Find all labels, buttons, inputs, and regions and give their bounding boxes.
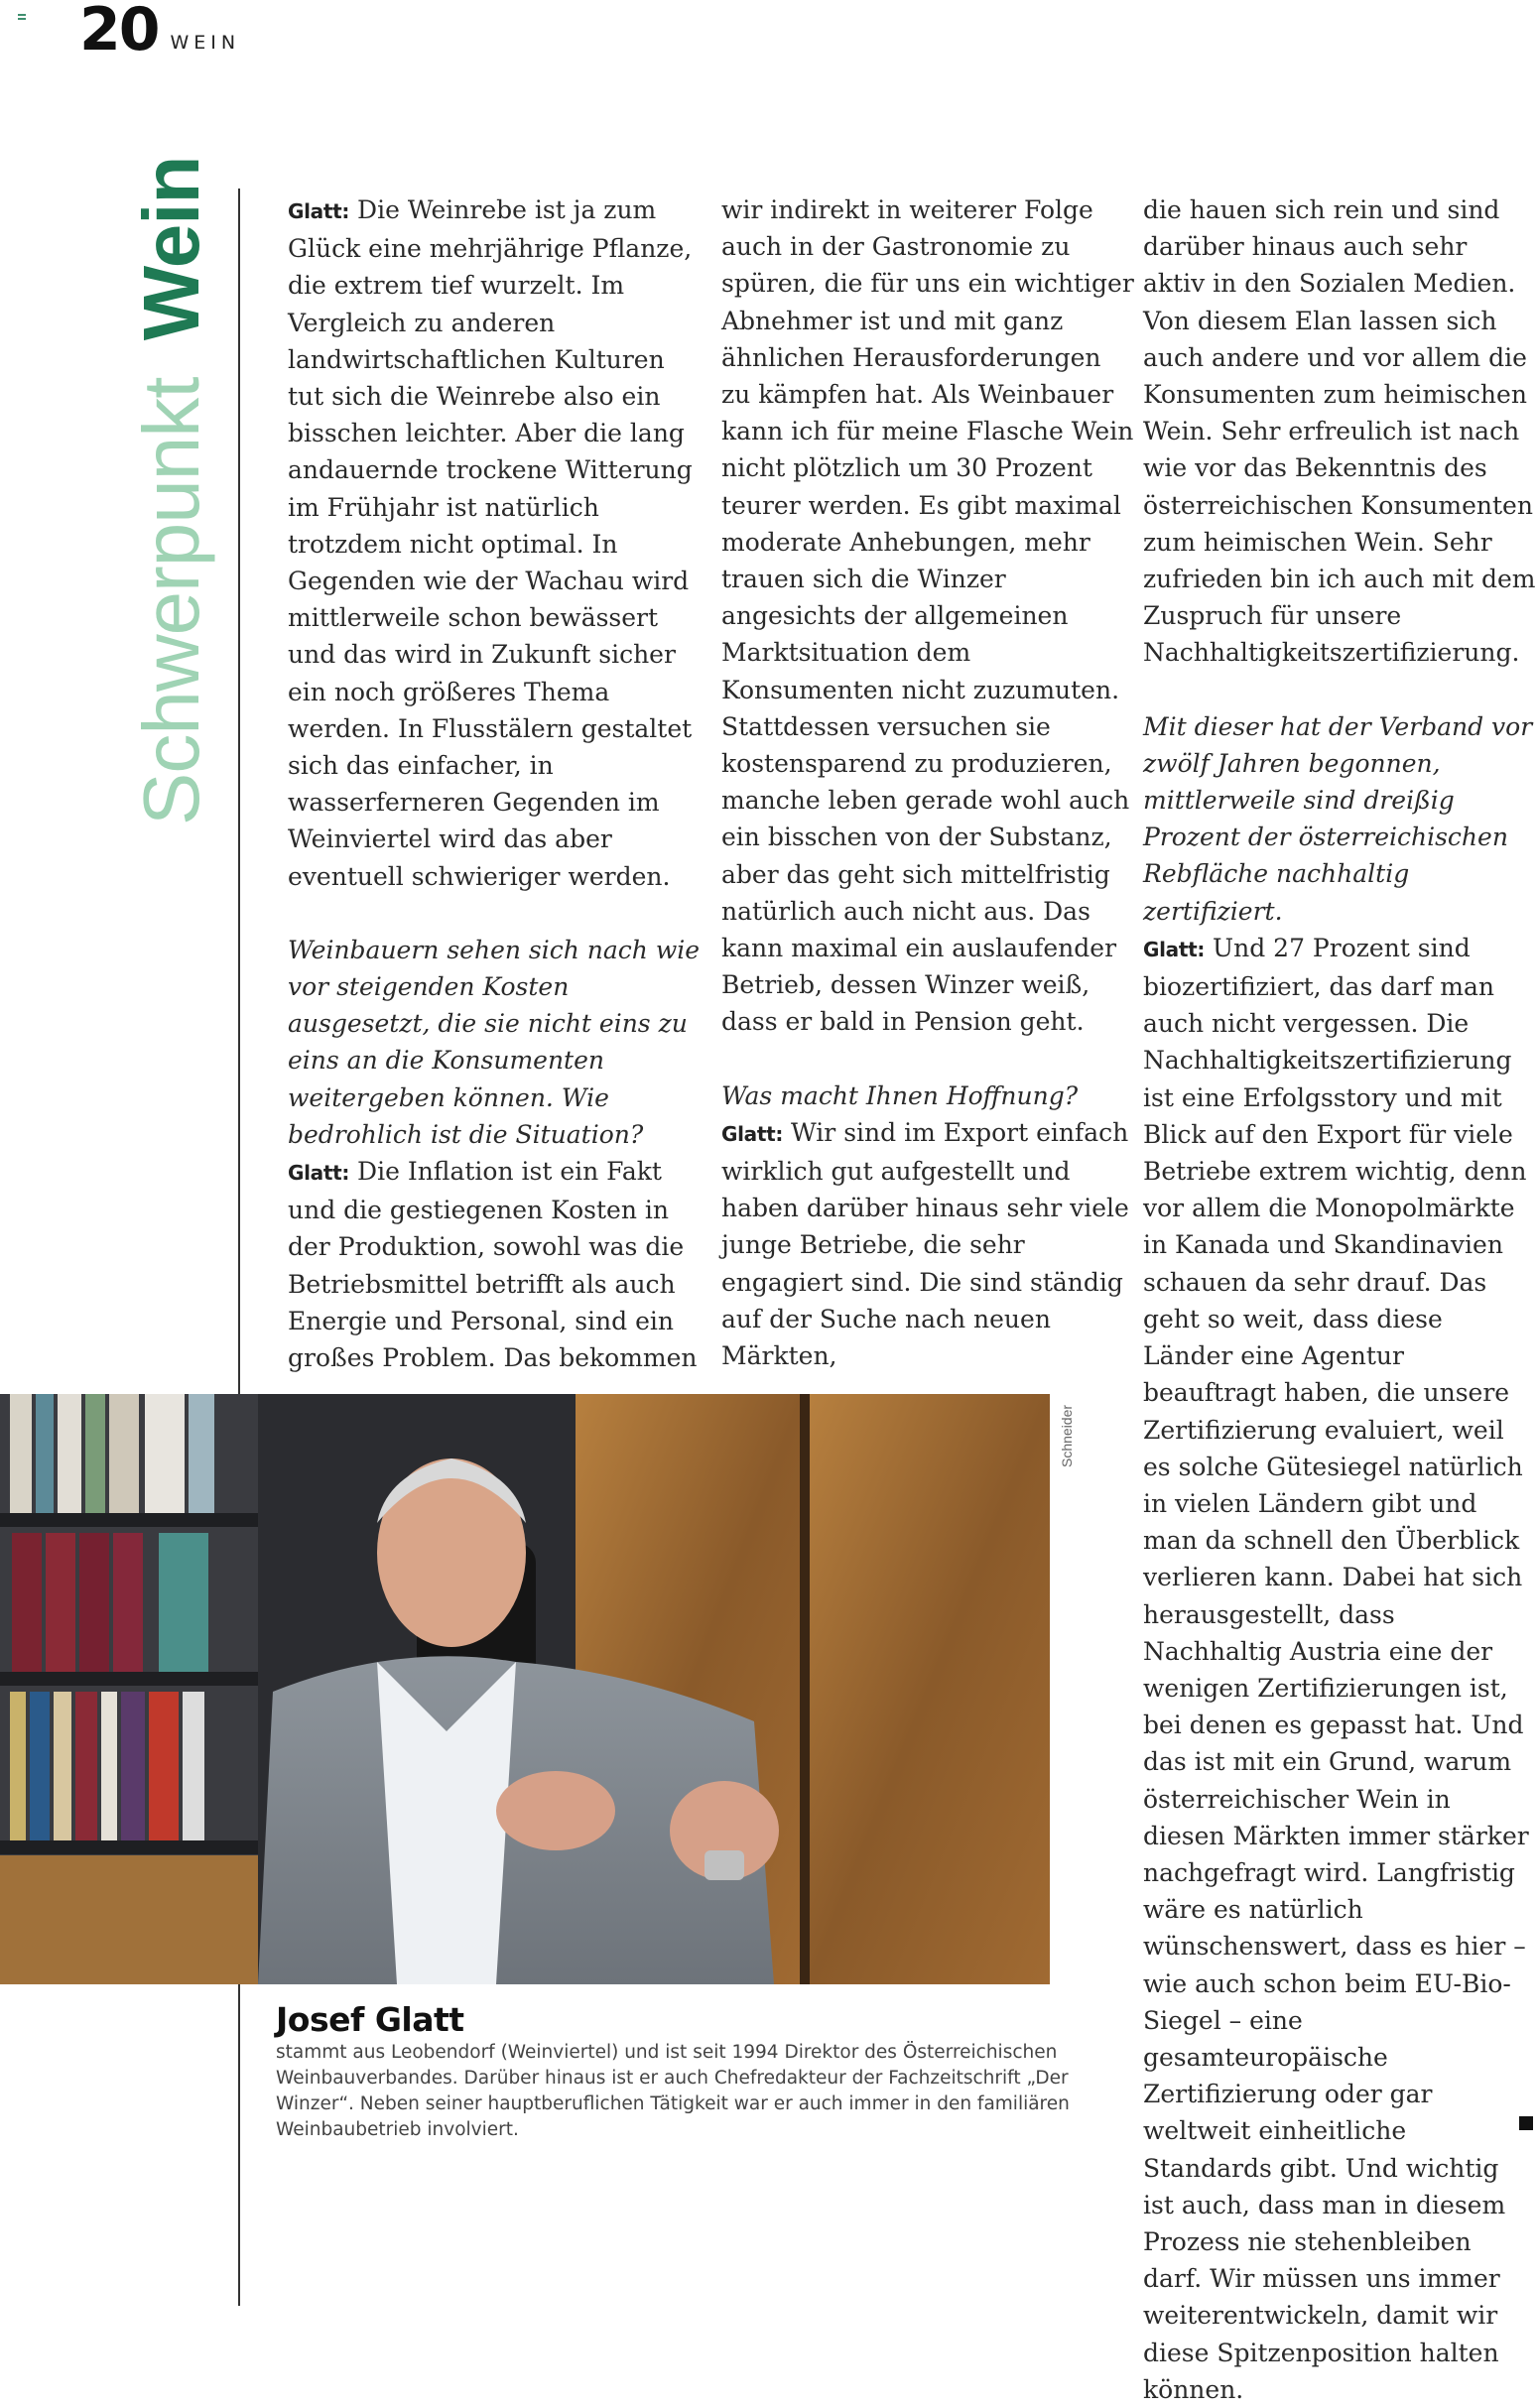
vertical-title-part2: Wein <box>127 156 215 341</box>
article-column-3 <box>1143 191 1536 2408</box>
page-number: 20 <box>79 0 159 64</box>
caption-name: Josef Glatt <box>276 2000 464 2039</box>
question-paragraph: Was macht Ihnen Hoffnung? <box>721 1080 1079 1110</box>
photo-caption <box>276 2000 1070 2143</box>
vertical-title-svg <box>50 156 228 829</box>
answer-text: Die Weinrebe ist ja zum Glück eine mehrjährige Pflanze, die extrem tief wurzelt. Im Vergleich zu anderen landwirtschaftlichen Kulturen tut sich die Weinrebe also ein bisschen leichter. Aber die lang andauernde trockene Witterung im Frühjahr ist natürlich trotzdem nicht optimal. In Gegenden wie der Wachau wird mittlerweile schon bewässert und das wird in Zukunft sicher ein noch größeres Thema werden. In Flusstälern gestaltet sich das einfacher, in wasserferneren Gegenden im Weinviertel wird das aber eventuell schwieriger werden. <box>288 195 693 891</box>
article-column-2 <box>721 191 1134 1374</box>
speaker-label: Glatt: <box>721 1121 784 1146</box>
section-label: WEIN <box>170 32 241 54</box>
book-row-top <box>10 1394 214 1513</box>
wristwatch <box>705 1850 744 1880</box>
answer-paragraph <box>1143 930 1536 2408</box>
photo-credit-svg <box>1052 1394 1080 1473</box>
answer-text: Wir sind im Export einfach wirklich gut aufgestellt und haben darüber hinaus sehr viele junge Betriebe, die sehr engagiert sind. Die sind ständig auf der Suche nach neuen Märkten, <box>721 1117 1129 1371</box>
question-paragraph: Weinbauern sehen sich nach wie vor steigenden Kosten ausgesetzt, die sie nicht eins zu eins an die Konsumenten weitergeben können. Wie bedrohlich ist die Situation? <box>288 935 701 1149</box>
answer-continuation: die hauen sich rein und sind darüber hinaus auch sehr aktiv in den Sozialen Medien. Von diesem Elan lassen sich auch andere und vor allem die Konsumenten zum heimischen Wein. Sehr erfreulich ist nach wie vor das Bekenntnis des österreichischen Konsumenten zum heimischen Wein. Sehr zufrieden bin ich auch mit dem Zuspruch für unsere Nachhaltigkeitszertifizierung. <box>1143 195 1536 668</box>
speaker-label: Glatt: <box>288 199 350 223</box>
page-header <box>79 0 241 64</box>
portrait-illustration <box>0 1394 1050 1984</box>
answer-continuation: wir indirekt in weiterer Folge auch in der Gastronomie zu spüren, die für uns ein wichtiger Abnehmer ist und mit ganz ähnlichen Herausforderungen zu kämpfen hat. Als Weinbauer kann ich für meine Flasche Wein nicht plötzlich um 30 Prozent teurer werden. Es gibt maximal moderate Anhebungen, mehr trauen sich die Winzer angesichts der allgemeinen Marktsituation dem Konsumenten nicht zuzumuten. Stattdessen versuchen sie kostensparend zu produzieren, manche leben gerade wohl auch ein bisschen von der Substanz, aber das geht sich mittelfristig natürlich auch nicht aus. Das kann maximal ein auslaufender Betrieb, dessen Winzer weiß, dass er bald in Pension geht. <box>721 195 1134 1037</box>
page-corner-mark <box>18 14 26 22</box>
svg-text:Schwerpunkt Wein <box>127 157 215 825</box>
answer-paragraph <box>721 1114 1134 1374</box>
book-row-bottom <box>10 1692 204 1840</box>
article-column-1 <box>288 191 705 1376</box>
answer-paragraph <box>288 1153 705 1376</box>
photo-credit-text: Schneider <box>1059 1404 1075 1467</box>
article-end-mark <box>1519 2116 1533 2130</box>
caption-text: stammt aus Leobendorf (Weinviertel) und ist seit 1994 Direktor des Österreichischen Weinbauverbandes. Darüber hinaus ist er auch Chefredakteur der Fachzeitschrift „Der Winzer“. Neben seiner hauptberuflichen Tätigkeit war er auch immer in den familiären Weinbaubetrieb involviert. <box>276 2042 1070 2140</box>
cabinet-door-right <box>809 1394 1050 1984</box>
portrait-photo <box>0 1394 1050 1984</box>
vertical-title-part1: Schwerpunkt <box>127 377 215 825</box>
question-paragraph: Mit dieser hat der Verband vor zwölf Jahren begonnen, mittlerweile sind dreißig Prozent der österreichischen Rebfläche nachhaltig zertifiziert. <box>1143 711 1533 926</box>
speaker-label: Glatt: <box>288 1161 350 1186</box>
answer-text: Die Inflation ist ein Fakt und die gestiegenen Kosten in der Produktion, sowohl was die Betriebsmittel betrifft als auch Energie und Personal, sind ein großes Problem. Das bekommen <box>288 1157 698 1373</box>
hand-left <box>496 1771 615 1850</box>
answer-text: Und 27 Prozent sind biozertifiziert, das darf man auch nicht vergessen. Die Nachhaltigkeitszertifizierung ist eine Erfolgsstory und mit Blick auf den Export für viele Betriebe extrem wichtig, denn vor allem die Monopolmärkte in Kanada und Skandinavien schauen da sehr drauf. Das geht so weit, dass diese Länder eine Agentur beauftragt haben, die unsere Zertifizierung evaluiert, weil es solche Gütesiegel natürlich in vielen Ländern gibt und man da schnell den Überblick verlieren kann. Dabei hat sich herausgestellt, dass Nachhaltig Austria eine der wenigen Zertifizierungen ist, bei denen es gepasst hat. Und das ist mit ein Grund, warum österreichischer Wein in diesen Märkten immer stärker nachgefragt wird. Langfristig wäre es natürlich wünschenswert, dass es hier – wie auch schon beim EU-Bio-Siegel – eine gesamteuropäische Zertifizierung oder gar weltweit einheitliche Standards gibt. Und wichtig ist auch, dass man in diesem Prozess nie stehenbleiben darf. Wir müssen uns immer weiterentwickeln, damit wir diese Spitzenposition halten können. <box>1143 933 1529 2404</box>
speaker-label: Glatt: <box>1143 937 1206 961</box>
answer-paragraph <box>288 191 705 895</box>
vertical-section-title <box>50 156 228 829</box>
photo-credit <box>1052 1394 1080 1473</box>
vertical-rule <box>238 189 240 2306</box>
